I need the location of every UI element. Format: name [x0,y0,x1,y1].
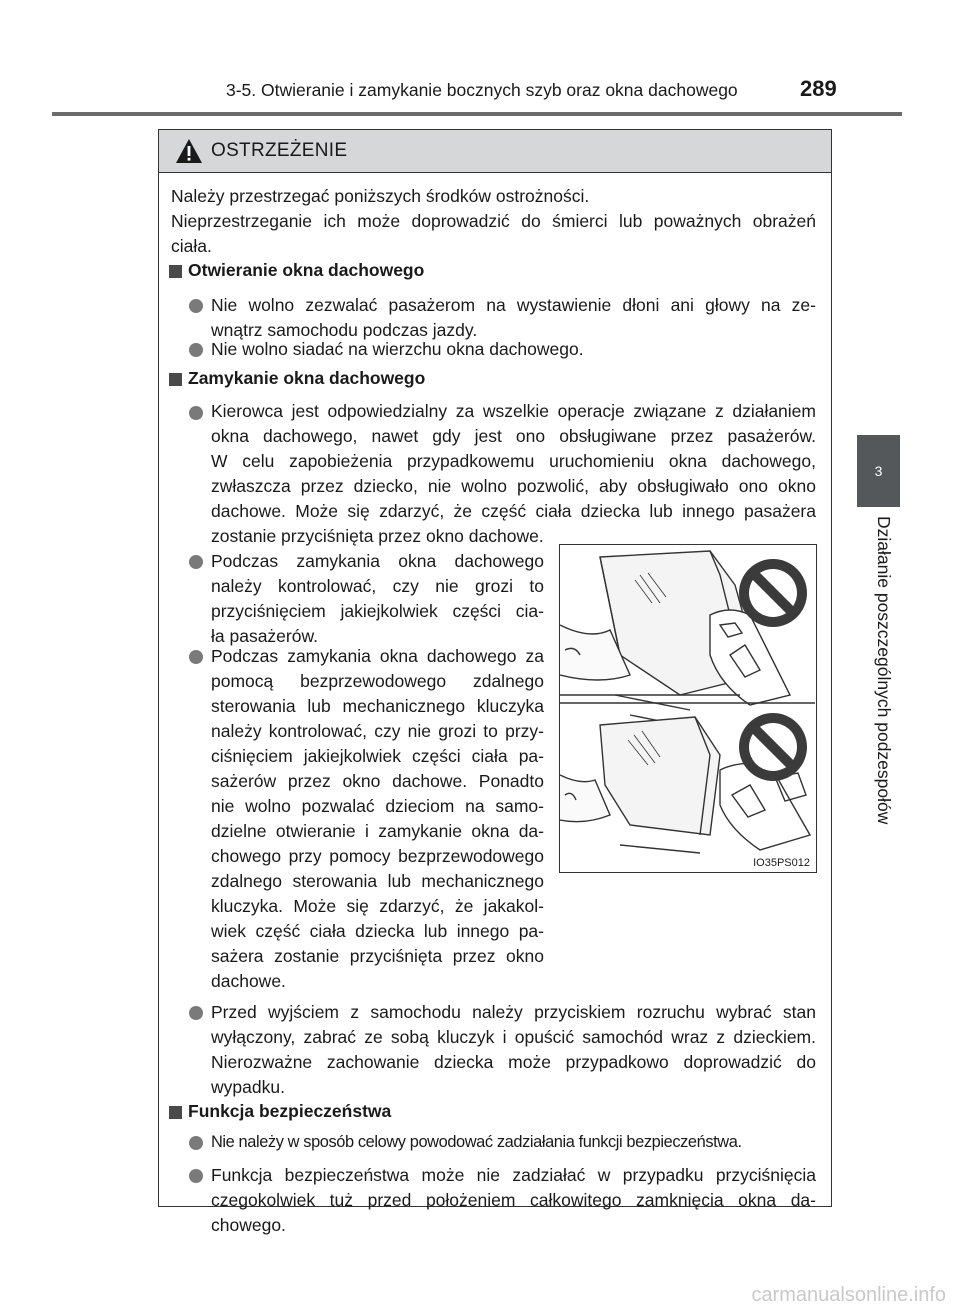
bullet-line: Funkcja bezpieczeństwa może nie zadziałać w przypadku przyciśnięcia [211,1165,816,1185]
bullet-line: wypadku. [211,1077,285,1097]
bullet-line: sażera zostanie przyciśnięta przez okno [211,946,544,966]
section-heading: Otwieranie okna dachowego [188,260,425,280]
chapter-number: 3 [874,463,883,479]
running-header: 3-5. Otwieranie i zamykanie bocznych szyb oraz okna dachowego [226,80,738,100]
bullet-line: ła pasażerów. [211,626,319,646]
bullet-line: chowego. [211,1215,286,1235]
bullet-line: Podczas zamykania okna dachowego [211,551,544,571]
bullet-line: należy kontrolować, czy nie grozi to [211,576,544,596]
bullet-line: sażerów przez okno dachowe. Ponadto [211,771,544,791]
bullet-dot-icon [189,1136,203,1150]
figure-code: IO35PS012 [753,857,810,869]
bullet-line: pomocą bezprzewodowego zdalnego [211,671,544,691]
bullet-line: wiek część ciała dziecka lub innego pa- [211,921,544,941]
bullet-line: dzielne otwieranie i zamykanie okna da- [211,821,544,841]
prohibition-icon-bottom [739,713,807,781]
section-square-icon [169,1106,182,1119]
header-rule [52,112,902,116]
warning-header [159,130,831,173]
warning-title: OSTRZEŻENIE [211,140,348,161]
bullet-line: ciśnięciem jakiejkolwiek części ciała pa- [211,746,544,766]
bullet-line: dachowe. Może się zdarzyć, że część ciała dziecka lub innego pasażera [211,501,816,521]
section-heading: Zamykanie okna dachowego [188,368,426,388]
bullet-line: dachowe. [211,971,286,991]
section-square-icon [169,373,182,386]
bullet-line: należy kontrolować, czy nie grozi to przy- [211,721,544,741]
intro-line: ciała. [171,236,212,256]
page-number: 289 [800,76,837,101]
bullet-line: Nierozważne zachowanie dziecka może przypadkowo doprowadzić do [211,1052,816,1072]
bullet-line: okna dachowego, nawet gdy jest ono obsługiwane przez pasażerów. [211,426,816,446]
bullet-line: Kierowca jest odpowiedzialny za wszelkie operacje związane z działaniem [211,401,816,421]
bullet-dot-icon [189,406,203,420]
bullet-dot-icon [189,1006,203,1020]
intro-line: Nieprzestrzeganie ich może doprowadzić do śmierci lub poważnych obrażeń [171,211,816,231]
bullet-line: Nie wolno siadać na wierzchu okna dachowego. [211,339,584,359]
watermark: carmanualsonline.info [751,1284,946,1306]
bullet-line: W celu zapobieżenia przypadkowemu uruchomieniu okna dachowego, [211,451,816,471]
bullet-line: czegokolwiek tuż przed położeniem całkowitego zamknięcia okna da- [211,1190,816,1210]
bullet-line: sterowania lub mechanicznego kluczyka [211,696,544,716]
warning-triangle-icon [175,138,203,164]
sunroof-pinch-illustration [560,545,815,871]
bullet-line: wnątrz samochodu podczas jazdy. [211,320,478,340]
bullet-line: zwłaszcza przez dziecko, nie wolno pozwolić, aby obsługiwało ono okno [211,476,816,496]
bullet-dot-icon [189,1169,203,1183]
bullet-dot-icon [189,650,203,664]
bullet-line: zostanie przyciśnięta przez okno dachowe. [211,526,544,546]
bullet-line: przyciśnięciem jakiejkolwiek części cia- [211,601,544,621]
chapter-tab [857,435,900,507]
bullet-line: Nie wolno zezwalać pasażerom na wystawienie dłoni ani głowy na ze- [211,295,816,315]
illustration-figure [559,544,817,873]
bullet-line: wyłączony, zabrać ze sobą kluczyk i opuścić samochód wraz z dzieckiem. [211,1027,816,1047]
bullet-dot-icon [189,555,203,569]
bullet-line: Podczas zamykania okna dachowego za [211,646,544,666]
bullet-line: zdalnego sterowania lub mechanicznego [211,871,544,891]
chapter-label: Działanie poszczególnych podzespołów [874,516,894,825]
warning-box [158,129,832,1235]
bullet-line: kluczyka. Może się zdarzyć, że jakakol- [211,896,544,916]
prohibition-icon-top [739,559,807,627]
bullet-line: chowego przy pomocy bezprzewodowego [211,846,544,866]
intro-line: Należy przestrzegać poniższych środków ostrożności. [171,186,590,206]
section-square-icon [169,265,182,278]
bullet-dot-icon [189,343,203,357]
bullet-dot-icon [189,299,203,313]
bullet-line: nie wolno pozwalać dzieciom na samo- [211,796,544,816]
section-heading: Funkcja bezpieczeństwa [188,1101,392,1121]
bullet-line: Przed wyjściem z samochodu należy przyciskiem rozruchu wybrać stan [211,1002,816,1022]
bullet-line: Nie należy w sposób celowy powodować zadziałania funkcji bezpieczeństwa. [211,1133,742,1151]
